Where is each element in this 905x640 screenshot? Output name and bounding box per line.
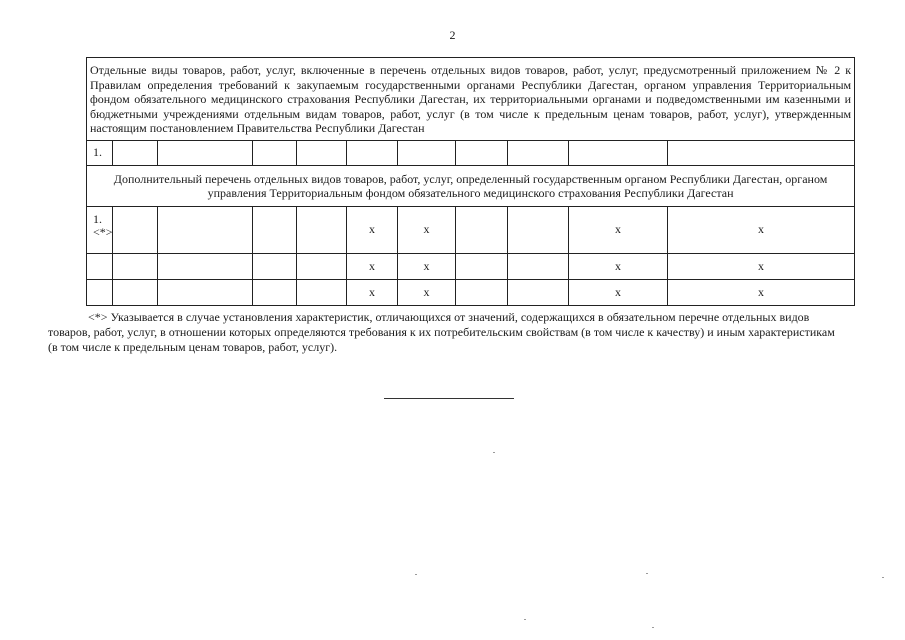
requirements-table: [86, 57, 855, 306]
scan-speck: [652, 627, 654, 628]
table-cell: [158, 279, 253, 305]
table-cell: [113, 206, 158, 253]
table-cell: [668, 140, 855, 165]
table-cell: [508, 206, 569, 253]
page-number: 2: [449, 28, 456, 42]
section-2-header-row: [87, 165, 855, 206]
x-mark-cell: x: [347, 279, 398, 305]
x-mark-cell: x: [569, 279, 668, 305]
table-cell: [456, 253, 508, 279]
section-1-table-row: [87, 140, 855, 165]
section-1-header: Отдельные виды товаров, работ, услуг, включенные в перечень отдельных видов товаров, работ, услуг, предусмотренный приложением № 2 к Правилам определения требований к закупаемым государственными органами Республики Дагестан, органом управления Территориальным фондом обязательного медицинского страхования Республики Дагестан, их территориальными органами и подведомственными им казенными и бюджетными учреждениями отдельным видам товаров, работ, услуг (в том числе к предельным ценам товаров, работ, услуг), утвержденным настоящим постановлением Правительства Республики Дагестан: [87, 58, 855, 141]
section-1-header-row: [87, 58, 855, 141]
section-2-table-row: [87, 253, 855, 279]
table-cell: [508, 253, 569, 279]
table-cell: [297, 279, 347, 305]
scan-speck: [415, 574, 417, 575]
table-cell: [158, 253, 253, 279]
table-cell: [297, 206, 347, 253]
x-mark-cell: x: [569, 253, 668, 279]
table-cell: [297, 140, 347, 165]
scan-speck: [646, 573, 648, 574]
x-mark-cell: x: [347, 206, 398, 253]
table-cell: [113, 279, 158, 305]
table-cell: [569, 140, 668, 165]
table-cell: [253, 140, 297, 165]
table-cell: [508, 279, 569, 305]
table-cell: [158, 206, 253, 253]
scan-speck: [493, 452, 495, 453]
table-cell: [87, 279, 113, 305]
x-mark-cell: x: [668, 253, 855, 279]
table-cell: [113, 253, 158, 279]
section-2-table-row: [87, 279, 855, 305]
end-divider: [384, 398, 514, 399]
row-number-cell: [87, 206, 113, 253]
table-cell: [253, 253, 297, 279]
x-mark-cell: x: [668, 279, 855, 305]
x-mark-cell: x: [569, 206, 668, 253]
table-cell: [253, 206, 297, 253]
table-cell: [398, 140, 456, 165]
x-mark-cell: x: [398, 279, 456, 305]
x-mark-cell: x: [347, 253, 398, 279]
table-cell: [158, 140, 253, 165]
table-cell: [347, 140, 398, 165]
x-mark-cell: x: [398, 206, 456, 253]
table-cell: [508, 140, 569, 165]
row-number-cell: 1.: [87, 140, 113, 165]
section-2-header: Дополнительный перечень отдельных видов товаров, работ, услуг, определенный государственным органом Республики Дагестан, органом управления Территориальным фондом обязательного медицинского страхования Республики Дагестан: [87, 165, 855, 206]
table-cell: [456, 279, 508, 305]
row-number: 1.: [93, 211, 102, 226]
scan-speck: [524, 619, 526, 620]
table-cell: [456, 140, 508, 165]
x-mark-cell: x: [668, 206, 855, 253]
table-cell: [113, 140, 158, 165]
section-2-table-row: [87, 206, 855, 253]
footnote: <*> Указывается в случае установления характеристик, отличающихся от значений, содержащихся в обязательном перечне отдельных видов товаров, работ, услуг, в отношении которых определяются требования к их потребительским свойствам (в том числе к качеству) и иным характеристикам (в том числе к предельным ценам товаров, работ, услуг).: [48, 310, 835, 354]
table-cell: [87, 253, 113, 279]
table-cell: [456, 206, 508, 253]
x-mark-cell: x: [398, 253, 456, 279]
table-cell: [297, 253, 347, 279]
scan-speck: [882, 577, 884, 578]
row-footnote-marker: <*>: [93, 224, 113, 239]
table-cell: [253, 279, 297, 305]
